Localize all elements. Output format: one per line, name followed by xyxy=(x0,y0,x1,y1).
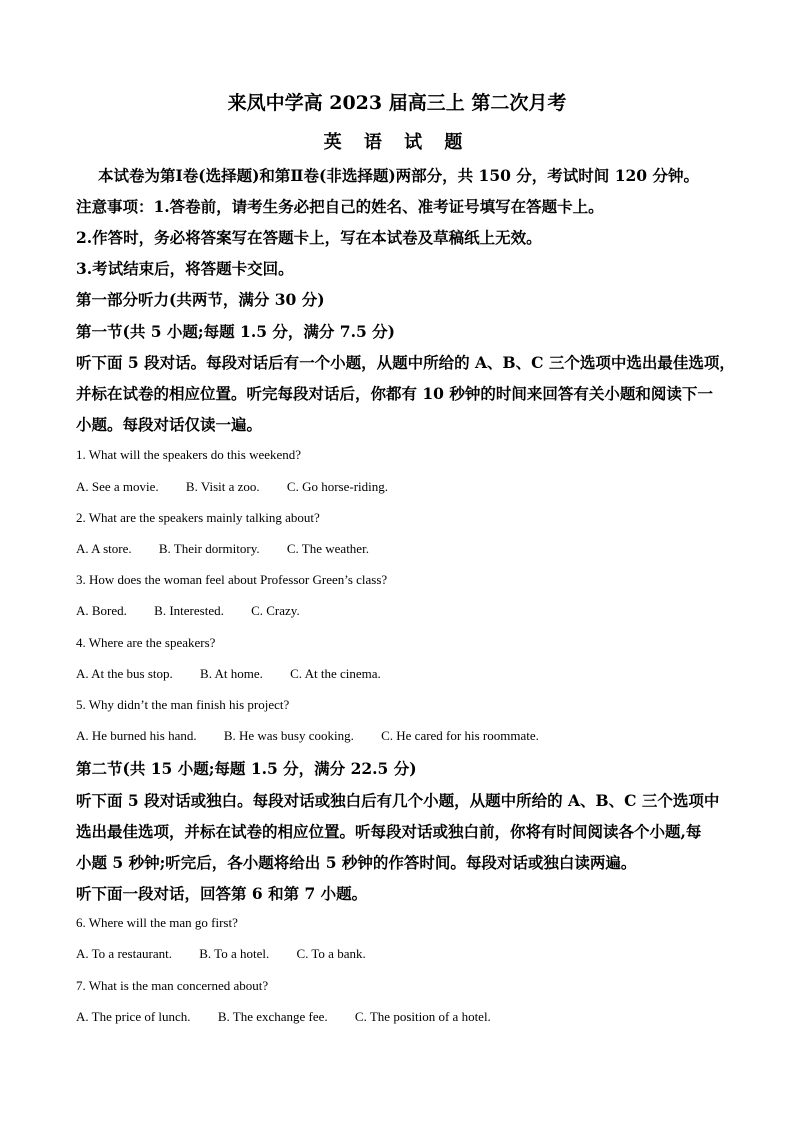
subject-title: 英 语 试 题 xyxy=(323,132,471,153)
exam-intro: 本试卷为第Ⅰ卷(选择题)和第Ⅱ卷(非选择题)两部分，共 150 分，考试时间 120 分钟。 xyxy=(98,166,699,185)
question-2: 2. What are the speakers mainly talking about? xyxy=(76,510,320,525)
section2-heading: 第二节(共 15 小题;每题 1.5 分，满分 22.5 分) xyxy=(76,759,417,778)
option-c[interactable]: C. The position of a hotel. xyxy=(354,1009,491,1024)
section1-heading: 第一节(共 5 小题;每题 1.5 分，满分 7.5 分) xyxy=(76,322,395,341)
section2-instruction-line: 小题 5 秒钟;听完后，各小题将给出 5 秒钟的作答时间。每段对话或独白读两遍。 xyxy=(76,853,637,872)
option-b[interactable]: B. At home. xyxy=(200,666,263,681)
question-7-options xyxy=(76,1009,515,1025)
option-c[interactable]: C. To a bank. xyxy=(296,946,366,961)
group-heading: 听下面一段对话，回答第 6 和第 7 小题。 xyxy=(76,884,368,903)
section1-instruction-line: 并标在试卷的相应位置。听完每段对话后，你都有 10 秒钟的时间来回答有关小题和阅读下一 xyxy=(76,384,713,403)
note-3: 3.考试结束后，将答题卡交回。 xyxy=(76,259,294,278)
question-1: 1. What will the speakers do this weekend? xyxy=(76,447,302,462)
question-2-options xyxy=(76,541,393,557)
option-a[interactable]: A. He burned his hand. xyxy=(76,728,197,743)
question-4: 4. Where are the speakers? xyxy=(76,635,216,650)
option-a[interactable]: A. A store. xyxy=(76,541,132,556)
exam-title: 来凤中学高 2023 届高三上 第二次月考 xyxy=(227,92,567,114)
question-5-options xyxy=(76,728,563,744)
option-c[interactable]: C. He cared for his roommate. xyxy=(381,728,539,743)
option-b[interactable]: B. He was busy cooking. xyxy=(223,728,354,743)
note-2: 2.作答时，务必将答案写在答题卡上，写在本试卷及草稿纸上无效。 xyxy=(76,228,542,247)
option-b[interactable]: B. Their dormitory. xyxy=(158,541,260,556)
option-c[interactable]: C. Go horse-riding. xyxy=(286,479,389,494)
question-7: 7. What is the man concerned about? xyxy=(76,978,269,993)
section1-instruction-line: 听下面 5 段对话。每段对话后有一个小题，从题中所给的 A、B、C 三个选项中选出最佳选项， xyxy=(76,353,735,372)
part1-heading: 第一部分听力(共两节，满分 30 分) xyxy=(76,290,325,309)
question-1-options xyxy=(76,479,412,495)
question-6: 6. Where will the man go first? xyxy=(76,915,238,930)
option-b[interactable]: B. The exchange fee. xyxy=(217,1009,328,1024)
note-1: 注意事项：1.答卷前，请考生务必把自己的姓名、准考证号填写在答题卡上。 xyxy=(76,197,604,216)
question-5: 5. Why didn’t the man finish his project? xyxy=(76,697,290,712)
option-b[interactable]: B. Visit a zoo. xyxy=(185,479,260,494)
option-a[interactable]: A. The price of lunch. xyxy=(76,1009,191,1024)
section2-instruction-line: 选出最佳选项，并标在试卷的相应位置。听每段对话或独白前，你将有时间阅读各个小题,每 xyxy=(76,822,702,841)
option-b[interactable]: B. Interested. xyxy=(154,603,224,618)
question-6-options xyxy=(76,946,390,962)
section1-instruction-line: 小题。每段对话仅读一遍。 xyxy=(76,415,263,434)
section2-instruction-line: 听下面 5 段对话或独白。每段对话或独白后有几个小题，从题中所给的 A、B、C 三个选项中 xyxy=(76,791,720,810)
option-b[interactable]: B. To a hotel. xyxy=(199,946,270,961)
option-a[interactable]: A. Bored. xyxy=(76,603,127,618)
question-4-options xyxy=(76,666,405,682)
option-c[interactable]: C. Crazy. xyxy=(251,603,300,618)
option-a[interactable]: A. To a restaurant. xyxy=(76,946,172,961)
question-3: 3. How does the woman feel about Professor Green’s class? xyxy=(76,572,388,587)
question-3-options xyxy=(76,603,324,619)
option-c[interactable]: C. At the cinema. xyxy=(290,666,381,681)
option-c[interactable]: C. The weather. xyxy=(286,541,369,556)
option-a[interactable]: A. At the bus stop. xyxy=(76,666,173,681)
option-a[interactable]: A. See a movie. xyxy=(76,479,159,494)
